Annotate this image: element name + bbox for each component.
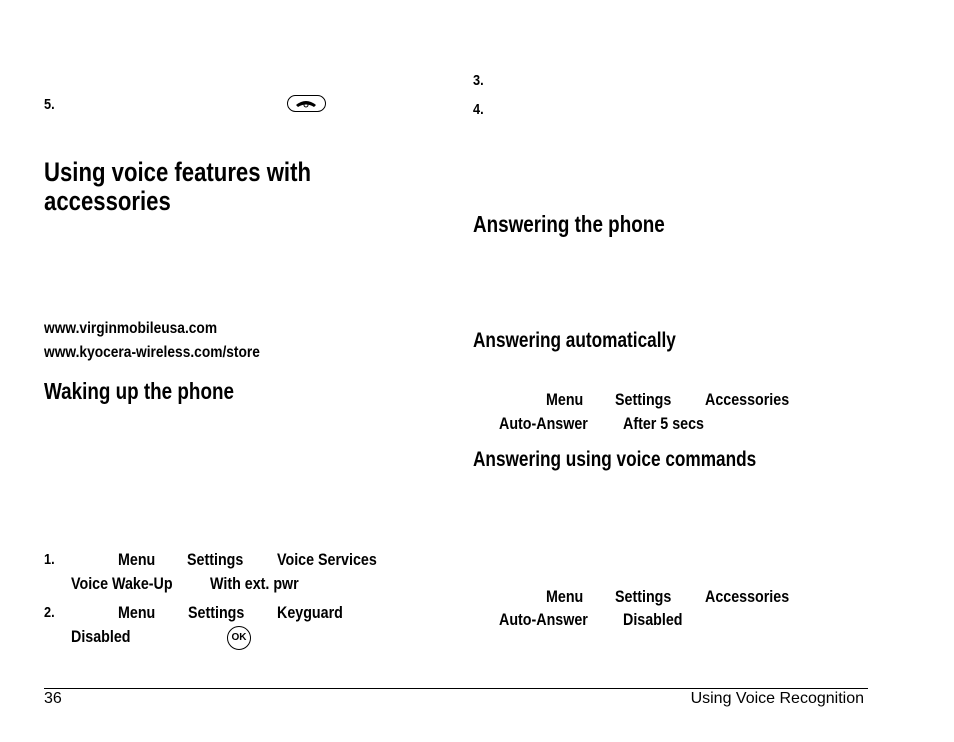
settings-keyword: Settings: [615, 587, 672, 606]
waking-heading: Waking up the phone: [44, 378, 234, 404]
with-ext-pwr-keyword: With ext. pwr: [210, 574, 299, 593]
page-number: 36: [44, 690, 62, 707]
disabled-keyword: Disabled: [71, 627, 131, 646]
step-3-number: 3.: [473, 72, 484, 89]
settings-keyword: Settings: [615, 390, 672, 409]
chapter-title: Using Voice Recognition: [690, 690, 864, 707]
keyguard-keyword: Keyguard: [277, 603, 343, 622]
voice-commands-heading: Answering using voice commands: [473, 448, 757, 471]
step-5-number: 5.: [44, 96, 55, 113]
ok-key-icon: OK: [227, 626, 251, 650]
menu-keyword: Menu: [118, 603, 156, 622]
footer-rule: [44, 688, 868, 689]
settings-keyword: Settings: [188, 603, 245, 622]
menu-keyword: Menu: [118, 550, 156, 569]
menu-keyword: Menu: [546, 587, 584, 606]
accessories-keyword: Accessories: [705, 587, 790, 606]
step-2-number: 2.: [44, 604, 55, 621]
step-1-number: 1.: [44, 551, 55, 568]
accessories-keyword: Accessories: [705, 390, 790, 409]
answering-heading: Answering the phone: [473, 211, 665, 237]
auto-answer-keyword: Auto-Answer: [499, 610, 588, 629]
voice-wake-up-keyword: Voice Wake-Up: [71, 574, 173, 593]
step-4-number: 4.: [473, 101, 484, 118]
settings-keyword: Settings: [187, 550, 244, 569]
kyocera-store-link[interactable]: www.kyocera-wireless.com/store: [44, 344, 260, 361]
menu-keyword: Menu: [546, 390, 584, 409]
voice-services-keyword: Voice Services: [277, 550, 377, 569]
disabled-keyword: Disabled: [623, 610, 683, 629]
auto-answer-heading: Answering automatically: [473, 329, 676, 352]
virgin-mobile-link[interactable]: www.virginmobileusa.com: [44, 320, 218, 337]
auto-answer-keyword: Auto-Answer: [499, 414, 588, 433]
section-title: Using voice features with accessories: [44, 157, 311, 216]
end-call-key-icon: [287, 95, 326, 112]
after-5-secs-keyword: After 5 secs: [623, 414, 704, 433]
